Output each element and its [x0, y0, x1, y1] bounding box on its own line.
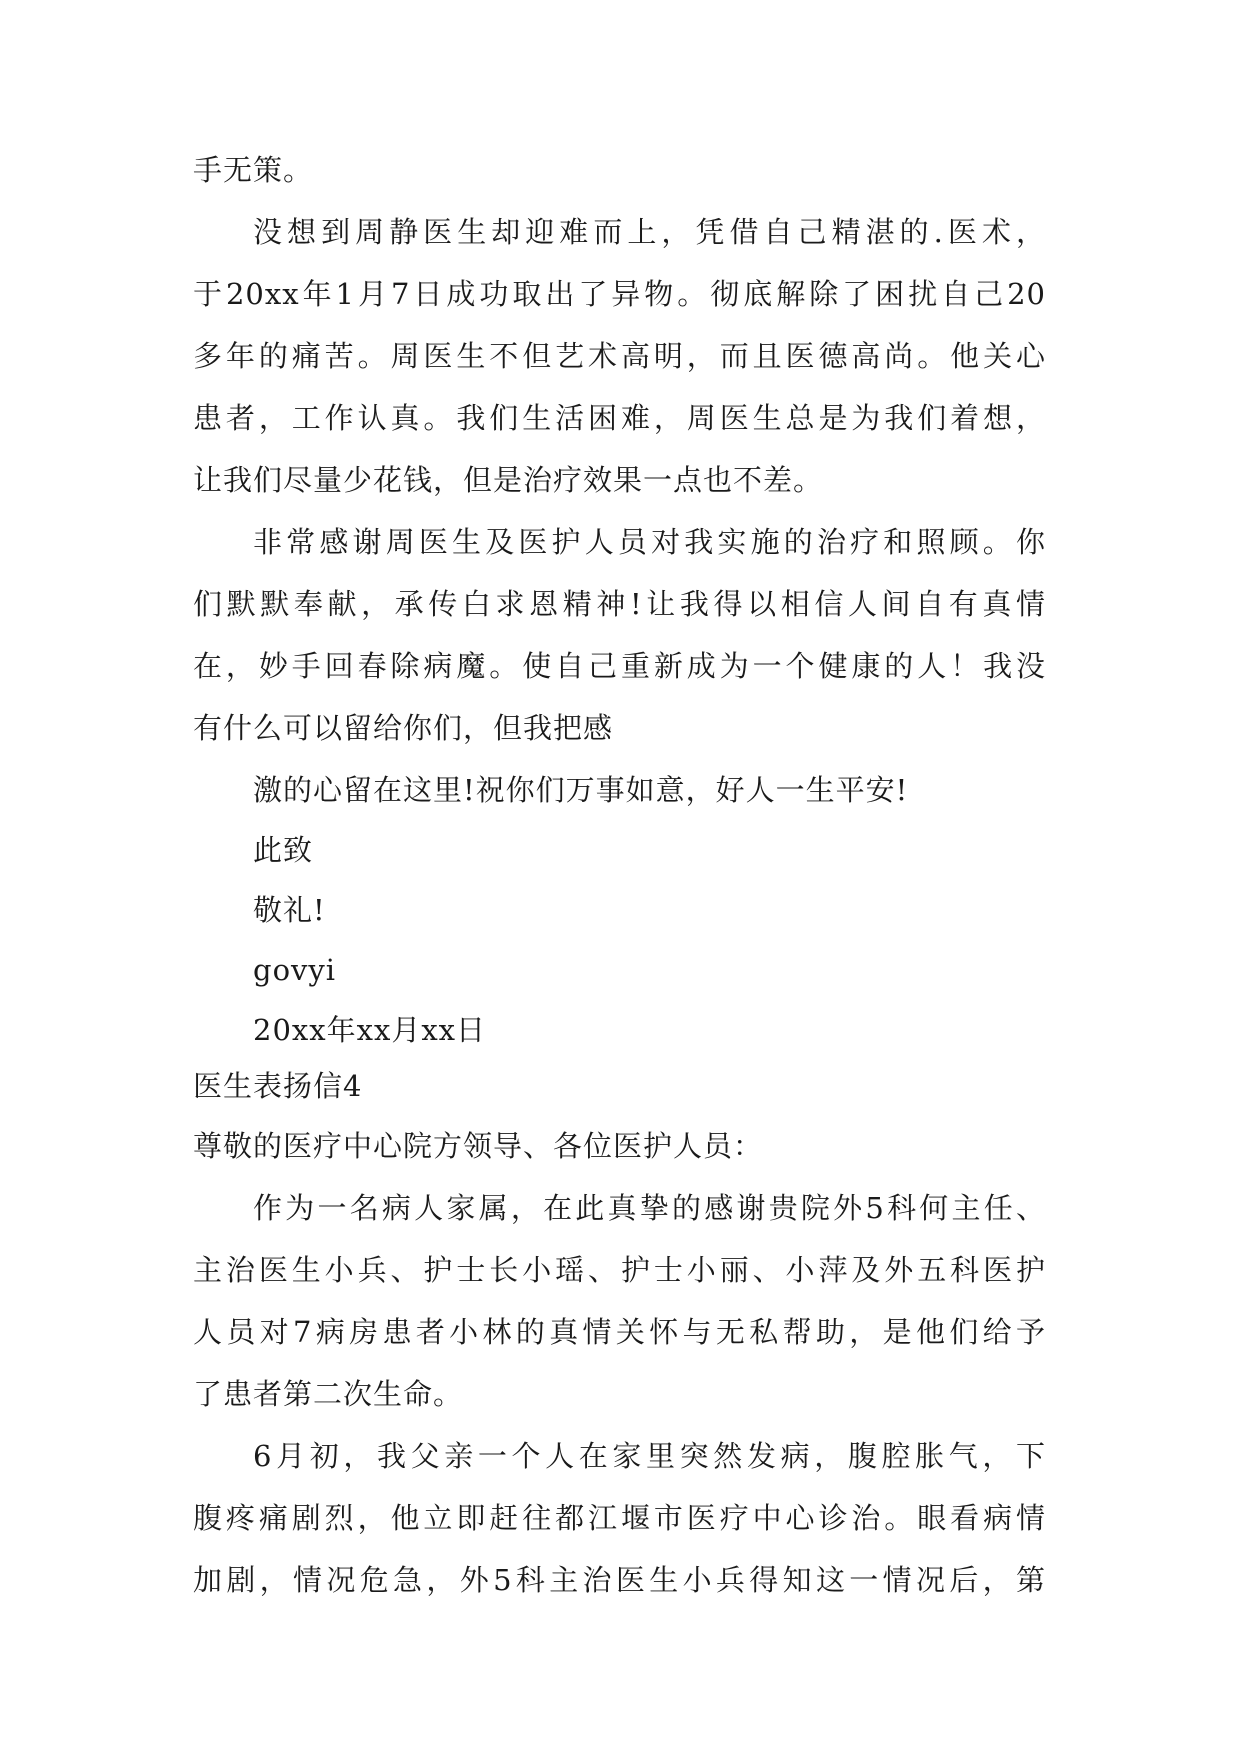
- text-line: 加剧，情况危急，外5科主治医生小兵得知这一情况后，第: [193, 1563, 1046, 1597]
- text-line: 在，妙手回春除病魔。使自己重新成为一个健康的人！我没: [193, 649, 1046, 683]
- text-line: 人员对7病房患者小林的真情关怀与无私帮助，是他们给予: [193, 1315, 1046, 1349]
- closing-salutation: 此致: [253, 833, 314, 867]
- text-line: 没想到周静医生却迎难而上，凭借自己精湛的.医术，: [253, 215, 1046, 249]
- closing-regards: 敬礼!: [253, 893, 326, 927]
- text-line: 多年的痛苦。周医生不但艺术高明，而且医德高尚。他关心: [193, 339, 1046, 373]
- text-line: 患者，工作认真。我们生活困难，周医生总是为我们着想，: [193, 401, 1046, 435]
- letter-greeting: 尊敬的医疗中心院方领导、各位医护人员：: [193, 1129, 764, 1163]
- text-line: 手无策。: [193, 153, 314, 187]
- text-line: 激的心留在这里!祝你们万事如意，好人一生平安!: [253, 773, 909, 807]
- text-line: 6月初，我父亲一个人在家里突然发病，腹腔胀气，下: [253, 1439, 1046, 1473]
- text-line: 们默默奉献，承传白求恩精神!让我得以相信人间自有真情: [193, 587, 1046, 621]
- text-line: 作为一名病人家属，在此真挚的感谢贵院外5科何主任、: [253, 1191, 1046, 1225]
- signature-date: 20xx年xx月xx日: [253, 1013, 487, 1047]
- text-line: 了患者第二次生命。: [193, 1377, 464, 1411]
- text-line: 让我们尽量少花钱，但是治疗效果一点也不差。: [193, 463, 824, 497]
- text-line: 腹疼痛剧烈，他立即赶往都江堰市医疗中心诊治。眼看病情: [193, 1501, 1046, 1535]
- text-line: 非常感谢周医生及医护人员对我实施的治疗和照顾。你: [253, 525, 1046, 559]
- text-line: 有什么可以留给你们，但我把感: [193, 711, 614, 745]
- text-line: 主治医生小兵、护士长小瑶、护士小丽、小萍及外五科医护: [193, 1253, 1046, 1287]
- signature-name: govyi: [253, 953, 337, 987]
- section-heading: 医生表扬信4: [193, 1069, 363, 1103]
- text-line: 于20xx年1月7日成功取出了异物。彻底解除了困扰自己20: [193, 277, 1046, 311]
